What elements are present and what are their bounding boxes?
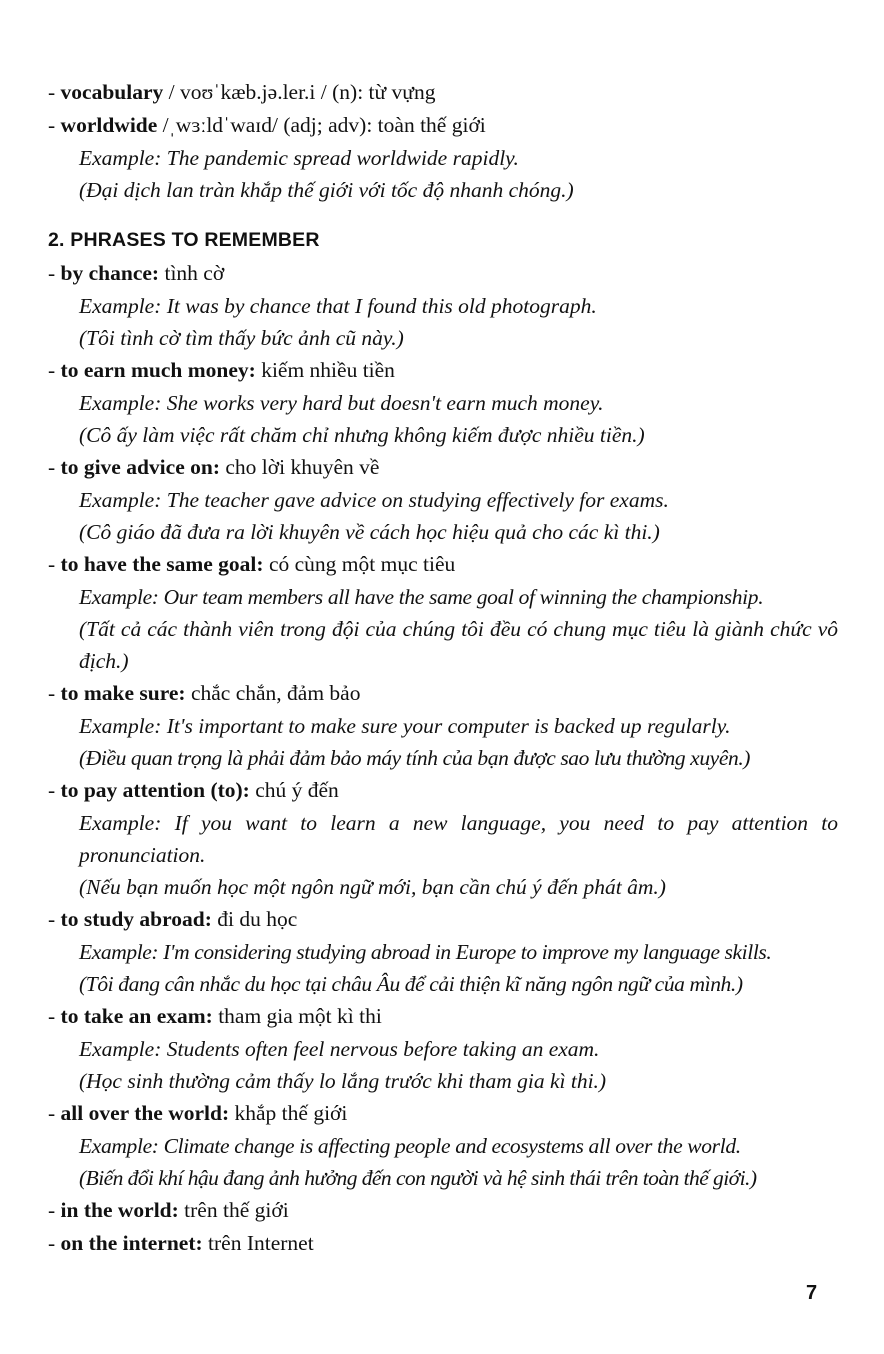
phrase-meaning: chắc chắn, đảm bảo: [185, 681, 361, 705]
phrase-term: to study abroad:: [60, 907, 212, 931]
phrase-meaning: đi du học: [211, 907, 298, 931]
example-sentence: Example: The pandemic spread worldwide rapidly.: [79, 146, 519, 170]
example-sentence: Example: If you want to learn a new language, you need to pay attention to pronunciation.: [79, 811, 838, 867]
phrase-entry: [48, 257, 838, 354]
example-translation: (Cô ấy làm việc rất chăm chỉ nhưng không kiếm được nhiều tiền.): [79, 423, 645, 447]
example-sentence: Example: It was by chance that I found this old photograph.: [79, 294, 597, 318]
phrase-entry: [48, 774, 838, 903]
example-sentence: Example: She works very hard but doesn't earn much money.: [79, 391, 604, 415]
phrase-entry: [48, 548, 838, 677]
example-translation: (Tôi đang cân nhắc du học tại châu Âu để cải thiện kĩ năng ngôn ngữ của mình.): [79, 972, 743, 996]
phrase-term: to make sure:: [60, 681, 186, 705]
example-translation: (Đại dịch lan tràn khắp thế giới với tốc độ nhanh chóng.): [79, 178, 574, 202]
page-number: 7: [806, 1282, 818, 1304]
example-sentence: Example: I'm considering studying abroad in Europe to improve my language skills.: [79, 940, 772, 964]
example-translation: (Điều quan trọng là phải đảm bảo máy tính của bạn được sao lưu thường xuyên.): [79, 746, 751, 770]
page-content: [48, 76, 838, 1260]
phrase-term: in the world:: [60, 1198, 179, 1222]
section-heading: 2. PHRASES TO REMEMBER: [48, 229, 320, 251]
phrase-meaning: tham gia một kì thi: [212, 1004, 382, 1028]
example-sentence: Example: Our team members all have the same goal of winning the championship.: [79, 585, 764, 609]
phrase-entry: [48, 451, 838, 548]
phrase-term: to pay attention (to):: [60, 778, 250, 802]
example-translation: (Cô giáo đã đưa ra lời khuyên về cách học hiệu quả cho các kì thi.): [79, 520, 660, 544]
phrase-line: - in the world: trên thế giới: [48, 1198, 289, 1222]
phrase-line: - on the internet: trên Internet: [48, 1231, 314, 1255]
vocab-term: worldwide: [60, 113, 158, 137]
vocab-definition: /ˌwɜːldˈwaɪd/ (adj; adv): toàn thế giới: [157, 113, 486, 137]
vocab-definition: / voʊˈkæb.jə.ler.i / (n): từ vựng: [163, 80, 436, 104]
example-sentence: Example: The teacher gave advice on studying effectively for exams.: [79, 488, 669, 512]
example-sentence: Example: It's important to make sure your computer is backed up regularly.: [79, 714, 731, 738]
phrase-line: - to have the same goal: có cùng một mục tiêu: [48, 552, 456, 576]
phrase-entry: [48, 1194, 838, 1227]
phrase-line: - to study abroad: đi du học: [48, 907, 298, 931]
example-translation: (Biến đổi khí hậu đang ảnh hưởng đến con người và hệ sinh thái trên toàn thế giới.): [79, 1166, 757, 1190]
example-translation: (Nếu bạn muốn học một ngôn ngữ mới, bạn cần chú ý đến phát âm.): [79, 875, 666, 899]
phrase-line: - by chance: tình cờ: [48, 261, 225, 285]
phrase-meaning: tình cờ: [159, 261, 225, 285]
vocab-term: vocabulary: [60, 80, 164, 104]
example-sentence: Example: Climate change is affecting people and ecosystems all over the world.: [79, 1134, 741, 1158]
phrase-meaning: có cùng một mục tiêu: [263, 552, 456, 576]
phrase-term: all over the world:: [60, 1101, 230, 1125]
phrase-meaning: kiếm nhiều tiền: [255, 358, 395, 382]
vocab-entry-worldwide: - worldwide /ˌwɜːldˈwaɪd/ (adj; adv): toàn thế giới: [48, 113, 486, 137]
example-translation: (Tôi tình cờ tìm thấy bức ảnh cũ này.): [79, 326, 404, 350]
phrase-term: on the internet:: [60, 1231, 203, 1255]
phrase-line: - to pay attention (to): chú ý đến: [48, 778, 339, 802]
phrase-term: to have the same goal:: [60, 552, 264, 576]
phrase-entry: [48, 903, 838, 1000]
phrase-meaning: khắp thế giới: [229, 1101, 348, 1125]
phrase-meaning: trên Internet: [202, 1231, 314, 1255]
phrase-entry: [48, 1227, 838, 1260]
phrase-line: - to give advice on: cho lời khuyên về: [48, 455, 380, 479]
vocab-entry-vocabulary: - vocabulary / voʊˈkæb.jə.ler.i / (n): từ vựng: [48, 80, 436, 104]
phrase-term: to take an exam:: [60, 1004, 213, 1028]
phrase-term: to earn much money:: [60, 358, 256, 382]
phrase-line: - all over the world: khắp thế giới: [48, 1101, 348, 1125]
phrase-meaning: trên thế giới: [178, 1198, 289, 1222]
phrase-term: to give advice on:: [60, 455, 220, 479]
phrase-term: by chance:: [60, 261, 160, 285]
phrase-meaning: chú ý đến: [249, 778, 339, 802]
example-translation: (Học sinh thường cảm thấy lo lắng trước khi tham gia kì thi.): [79, 1069, 607, 1093]
phrase-entry: [48, 1000, 838, 1097]
phrase-line: - to make sure: chắc chắn, đảm bảo: [48, 681, 361, 705]
phrase-entry: [48, 677, 838, 774]
phrase-line: - to take an exam: tham gia một kì thi: [48, 1004, 382, 1028]
phrase-line: - to earn much money: kiếm nhiều tiền: [48, 358, 395, 382]
example-translation: (Tất cả các thành viên trong đội của chúng tôi đều có chung mục tiêu là giành chức vô địch.): [79, 617, 838, 673]
phrase-entry: [48, 354, 838, 451]
example-sentence: Example: Students often feel nervous before taking an exam.: [79, 1037, 600, 1061]
phrase-meaning: cho lời khuyên về: [219, 455, 380, 479]
phrase-entry: [48, 1097, 838, 1194]
